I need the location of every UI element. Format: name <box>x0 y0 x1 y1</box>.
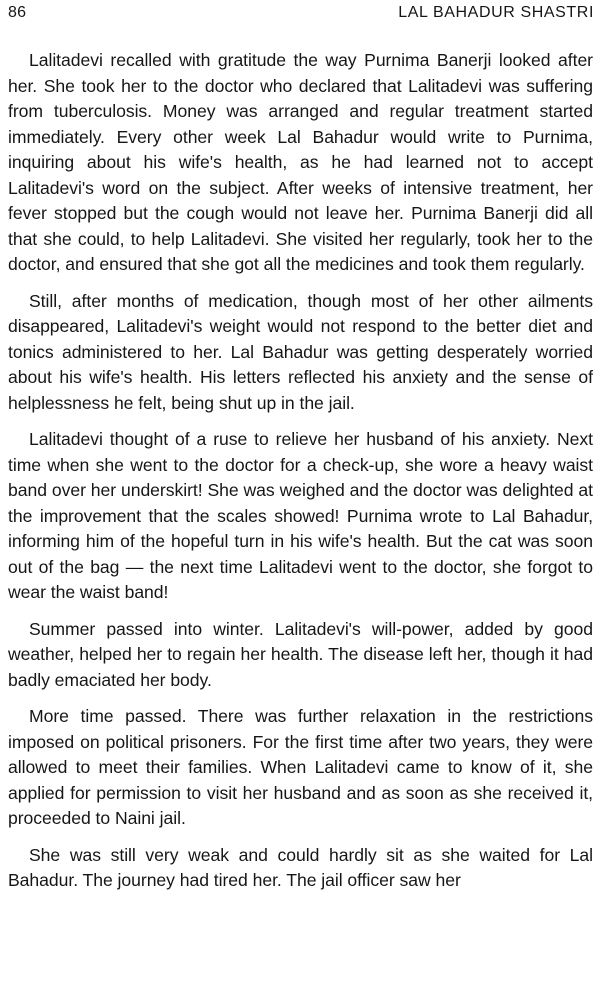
paragraph: She was still very weak and could hardly sit as she waited for Lal Bahadur. The journey had tired her. The jail officer saw her <box>8 844 593 890</box>
paragraph: Still, after months of medication, though most of her other ailments disappeared, Lalitadevi's weight would not respond to the better diet and tonics administered to her. Lal Bahadur was getting desperately worried about his wife's health. His letters reflected his anxiety and the sense of helplessness he felt, being shut up in the jail. <box>8 290 593 413</box>
paragraph: Summer passed into winter. Lalitadevi's will-power, added by good weather, helped her to regain her health. The disease left her, though it had badly emaciated her body. <box>8 618 593 690</box>
running-head <box>8 4 594 26</box>
body-text <box>8 48 593 905</box>
paragraph: Lalitadevi recalled with gratitude the way Purnima Banerji looked after her. She took her to the doctor who declared that Lalitadevi was suffering from tuberculosis. Money was arranged and regular treatment started immediately. Every other week Lal Bahadur would write to Purnima, inquiring about his wife's health, as he had learned not to accept Lalitadevi's word on the subject. After weeks of intensive treatment, her fever stopped but the cough would not leave her. Purnima Banerji did all that she could, to help Lalitadevi. She visited her regularly, took her to the doctor, and ensured that she got all the medicines and took them regularly. <box>8 50 593 274</box>
book-title: LAL BAHADUR SHASTRI <box>398 4 594 21</box>
paragraph: Lalitadevi thought of a ruse to relieve her husband of his anxiety. Next time when she went to the doctor for a check-up, she wore a heavy waist band over her underskirt! She was weighed and the doctor was delighted at the improvement that the scales showed! Purnima wrote to Lal Bahadur, informing him of the hopeful turn in his wife's health. But the cat was soon out of the bag — the next time Lalitadevi went to the doctor, she forgot to wear the waist band! <box>8 429 593 602</box>
page-number: 86 <box>8 4 27 21</box>
paragraph: More time passed. There was further relaxation in the restrictions imposed on political prisoners. For the first time after two years, they were allowed to meet their families. When Lalitadevi came to know of it, she applied for permission to visit her husband and as soon as she received it, proceeded to Naini jail. <box>8 706 593 828</box>
